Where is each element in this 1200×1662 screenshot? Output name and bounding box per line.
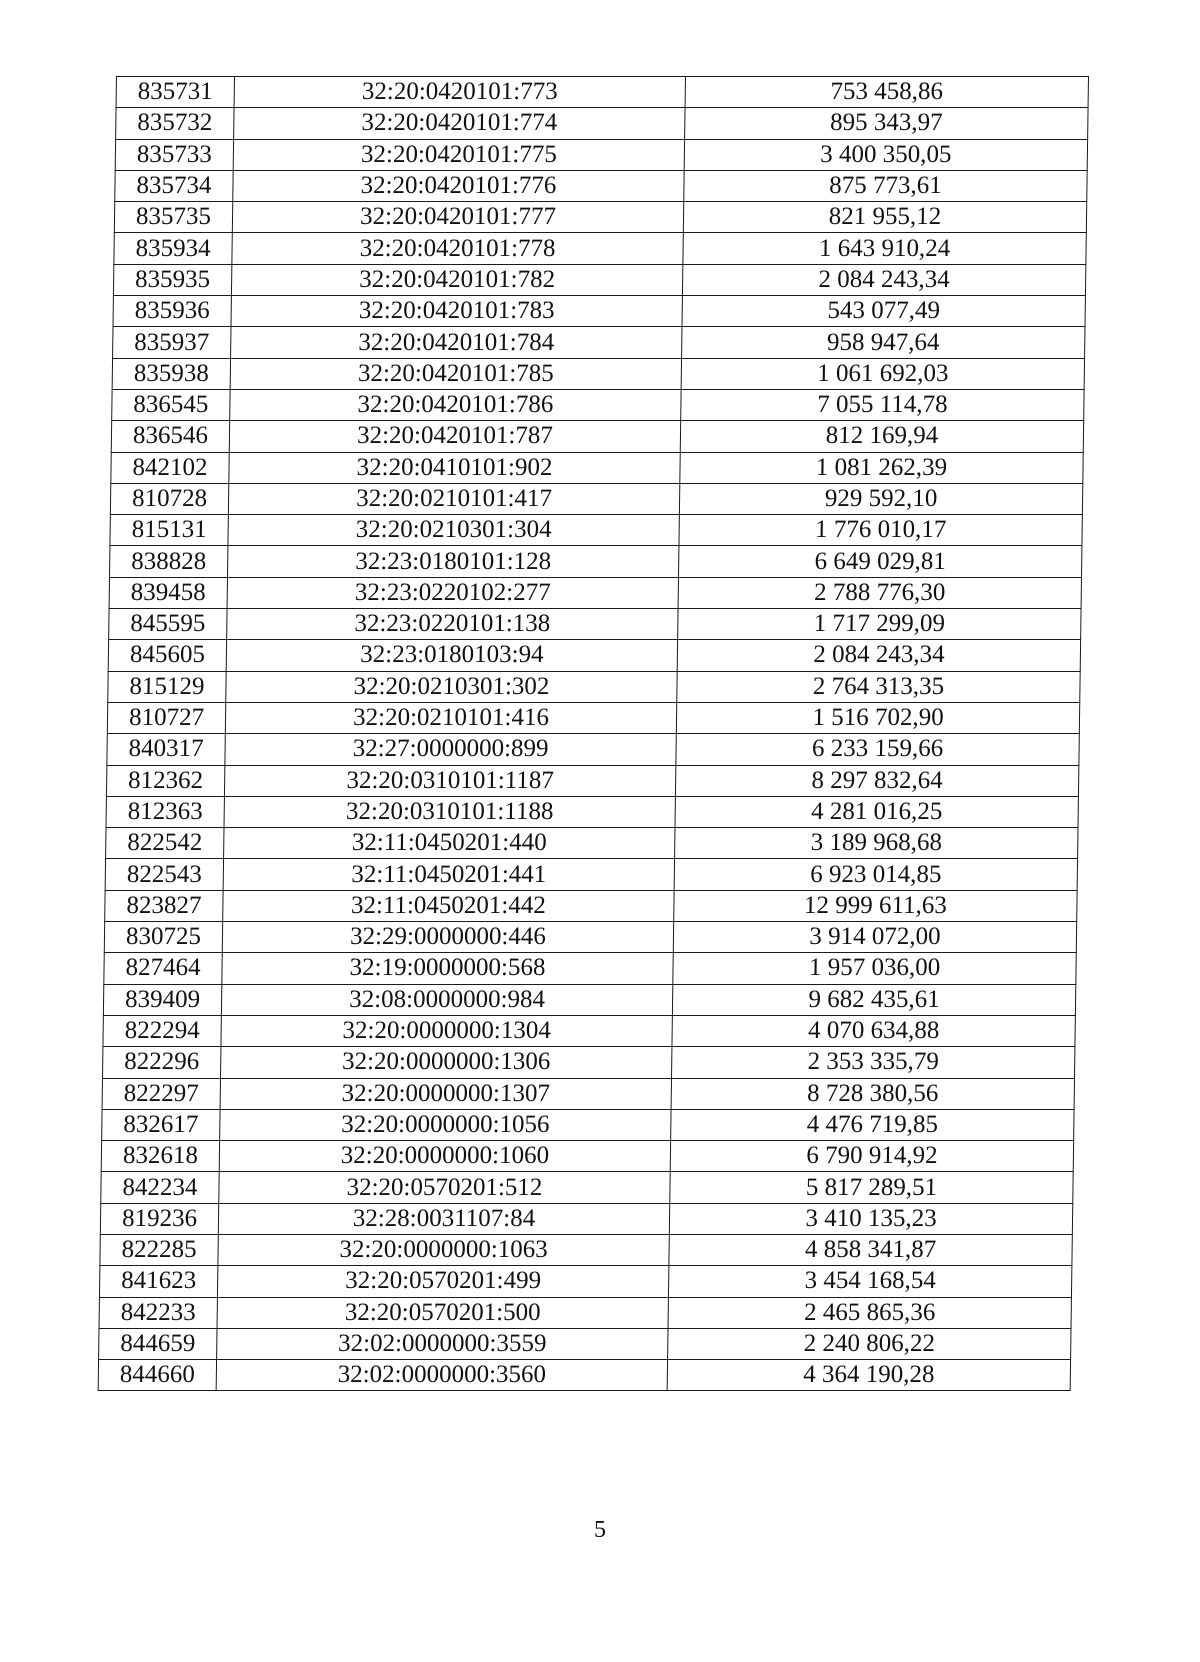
table-row (103, 984, 1075, 1015)
table-row (114, 202, 1086, 233)
table-row (102, 1078, 1074, 1109)
table-row (100, 1234, 1072, 1265)
cadastral-value-cell: 12 999 611,63 (674, 890, 1077, 921)
cadastral-number-cell: 32:20:0420101:785 (230, 358, 681, 389)
registry-number-cell: 835936 (113, 296, 231, 327)
table-row (116, 108, 1088, 139)
cadastral-number-cell: 32:20:0420101:786 (230, 389, 681, 420)
cadastral-value-cell: 3 410 135,23 (669, 1203, 1072, 1234)
table-row (98, 1360, 1070, 1391)
table-row (115, 139, 1087, 170)
cadastral-value-cell: 3 189 968,68 (675, 828, 1078, 859)
cadastral-value-cell: 1 643 910,24 (683, 233, 1086, 264)
cadastral-number-cell: 32:23:0180103:94 (226, 640, 677, 671)
table-row (115, 170, 1087, 201)
cadastral-value-cell: 1 957 036,00 (673, 953, 1076, 984)
table-row (104, 922, 1076, 953)
cadastral-value-cell: 3 400 350,05 (684, 139, 1087, 170)
cadastral-number-cell: 32:20:0420101:784 (231, 327, 682, 358)
registry-number-cell: 835733 (115, 139, 233, 170)
cadastral-number-cell: 32:23:0220102:277 (227, 577, 678, 608)
table-row (116, 77, 1088, 108)
cadastral-value-cell: 4 281 016,25 (675, 796, 1078, 827)
table-row (100, 1203, 1072, 1234)
registry-number-cell: 845605 (108, 640, 226, 671)
table-row (111, 421, 1083, 452)
registry-number-cell: 835731 (116, 77, 234, 108)
cadastral-value-cell: 7 055 114,78 (681, 389, 1084, 420)
registry-number-cell: 836545 (112, 389, 230, 420)
cadastral-number-cell: 32:20:0210301:304 (228, 515, 679, 546)
cadastral-number-cell: 32:27:0000000:899 (225, 734, 676, 765)
cadastral-number-cell: 32:20:0000000:1063 (218, 1234, 669, 1265)
table-row (107, 734, 1079, 765)
registry-number-cell: 827464 (104, 953, 222, 984)
table-row (101, 1141, 1073, 1172)
cadastral-value-cell: 6 233 159,66 (676, 734, 1079, 765)
cadastral-number-cell: 32:20:0570201:512 (219, 1172, 670, 1203)
registry-number-cell: 832617 (102, 1109, 220, 1140)
table-row (105, 890, 1077, 921)
data-table (98, 76, 1089, 1391)
cadastral-value-cell: 6 649 029,81 (679, 546, 1082, 577)
table-row (113, 264, 1085, 295)
cadastral-value-cell: 3 454 168,54 (668, 1266, 1071, 1297)
cadastral-value-cell: 1 776 010,17 (679, 515, 1082, 546)
cadastral-number-cell: 32:20:0210301:302 (226, 671, 677, 702)
table-row (109, 577, 1081, 608)
cadastral-value-cell: 6 790 914,92 (670, 1141, 1073, 1172)
cadastral-value-cell: 6 923 014,85 (674, 859, 1077, 890)
table-row (112, 358, 1084, 389)
table-row (114, 233, 1086, 264)
table-row (103, 1047, 1075, 1078)
registry-number-cell: 844659 (99, 1328, 217, 1359)
cadastral-value-cell: 4 070 634,88 (672, 1015, 1075, 1046)
cadastral-value-cell: 543 077,49 (682, 296, 1085, 327)
cadastral-number-cell: 32:29:0000000:446 (222, 922, 673, 953)
table-row (106, 765, 1078, 796)
table-row (106, 828, 1078, 859)
cadastral-value-cell: 2 353 335,79 (672, 1047, 1075, 1078)
cadastral-number-cell: 32:20:0000000:1056 (220, 1109, 671, 1140)
registry-number-cell: 810728 (110, 483, 228, 514)
registry-number-cell: 836546 (111, 421, 229, 452)
cadastral-number-cell: 32:20:0420101:778 (232, 233, 683, 264)
registry-number-cell: 810727 (107, 702, 225, 733)
cadastral-value-cell: 2 084 243,34 (677, 640, 1080, 671)
cadastral-value-cell: 2 465 865,36 (668, 1297, 1071, 1328)
registry-number-cell: 839409 (103, 984, 221, 1015)
cadastral-value-cell: 2 084 243,34 (682, 264, 1085, 295)
cadastral-number-cell: 32:11:0450201:440 (224, 828, 675, 859)
registry-number-cell: 823827 (105, 890, 223, 921)
table-row (110, 515, 1082, 546)
cadastral-value-cell: 9 682 435,61 (672, 984, 1075, 1015)
table-row (110, 483, 1082, 514)
cadastral-value-cell: 8 297 832,64 (675, 765, 1078, 796)
cadastral-number-cell: 32:20:0000000:1307 (220, 1078, 671, 1109)
registry-number-cell: 822296 (103, 1047, 221, 1078)
registry-number-cell: 835735 (114, 202, 232, 233)
registry-number-cell: 835934 (114, 233, 232, 264)
table-row (113, 296, 1085, 327)
cadastral-value-cell: 1 516 702,90 (676, 702, 1079, 733)
cadastral-number-cell: 32:19:0000000:568 (222, 953, 673, 984)
cadastral-value-cell: 1 061 692,03 (681, 358, 1084, 389)
cadastral-number-cell: 32:20:0000000:1060 (219, 1141, 670, 1172)
table-row (112, 389, 1084, 420)
cadastral-number-cell: 32:11:0450201:442 (223, 890, 674, 921)
cadastral-number-cell: 32:02:0000000:3559 (217, 1328, 668, 1359)
cadastral-value-cell: 3 914 072,00 (673, 922, 1076, 953)
cadastral-number-cell: 32:02:0000000:3560 (216, 1360, 667, 1391)
cadastral-number-cell: 32:20:0000000:1306 (221, 1047, 672, 1078)
table-row (110, 546, 1082, 577)
cadastral-number-cell: 32:20:0420101:776 (233, 170, 684, 201)
registry-number-cell: 822542 (106, 828, 224, 859)
table-row (108, 671, 1080, 702)
registry-number-cell: 839458 (109, 577, 227, 608)
registry-number-cell: 822294 (103, 1015, 221, 1046)
cadastral-number-cell: 32:20:0420101:773 (234, 77, 685, 108)
cadastral-value-cell: 2 764 313,35 (677, 671, 1080, 702)
registry-number-cell: 842234 (101, 1172, 219, 1203)
table-row (99, 1297, 1071, 1328)
registry-number-cell: 844660 (98, 1360, 216, 1391)
cadastral-value-cell: 2 240 806,22 (668, 1328, 1071, 1359)
cadastral-number-cell: 32:20:0410101:902 (229, 452, 680, 483)
registry-number-cell: 842102 (111, 452, 229, 483)
cadastral-value-cell: 753 458,86 (685, 77, 1088, 108)
table-row (99, 1266, 1071, 1297)
registry-number-cell: 822297 (102, 1078, 220, 1109)
table-row (105, 859, 1077, 890)
cadastral-value-cell: 875 773,61 (684, 170, 1087, 201)
cadastral-value-cell: 4 858 341,87 (669, 1234, 1072, 1265)
table-row (103, 1015, 1075, 1046)
registry-number-cell: 832618 (101, 1141, 219, 1172)
registry-number-cell: 812363 (106, 796, 224, 827)
registry-number-cell: 835937 (113, 327, 231, 358)
cadastral-number-cell: 32:20:0420101:787 (229, 421, 680, 452)
table-row (102, 1109, 1074, 1140)
cadastral-number-cell: 32:20:0210101:416 (225, 702, 676, 733)
table-row (99, 1328, 1071, 1359)
cadastral-value-cell: 821 955,12 (683, 202, 1086, 233)
registry-number-cell: 835734 (115, 170, 233, 201)
cadastral-value-cell: 958 947,64 (682, 327, 1085, 358)
cadastral-value-cell: 1 081 262,39 (680, 452, 1083, 483)
registry-number-cell: 822543 (105, 859, 223, 890)
table-row (109, 609, 1081, 640)
cadastral-number-cell: 32:20:0420101:783 (231, 296, 682, 327)
registry-number-cell: 819236 (100, 1203, 218, 1234)
cadastral-number-cell: 32:20:0210101:417 (228, 483, 679, 514)
cadastral-number-cell: 32:20:0420101:777 (232, 202, 683, 233)
table-row (106, 796, 1078, 827)
cadastral-number-cell: 32:20:0420101:775 (233, 139, 684, 170)
cadastral-value-cell: 8 728 380,56 (671, 1078, 1074, 1109)
cadastral-number-cell: 32:08:0000000:984 (221, 984, 672, 1015)
cadastral-value-cell: 2 788 776,30 (678, 577, 1081, 608)
cadastral-number-cell: 32:20:0000000:1304 (221, 1015, 672, 1046)
table-row (111, 452, 1083, 483)
cadastral-value-cell: 4 476 719,85 (671, 1109, 1074, 1140)
cadastral-number-cell: 32:20:0310101:1188 (224, 796, 675, 827)
registry-number-cell: 822285 (100, 1234, 218, 1265)
registry-number-cell: 815131 (110, 515, 228, 546)
registry-number-cell: 842233 (99, 1297, 217, 1328)
registry-number-cell: 812362 (106, 765, 224, 796)
cadastral-value-cell: 929 592,10 (679, 483, 1082, 514)
cadastral-number-cell: 32:28:0031107:84 (218, 1203, 669, 1234)
cadastral-value-cell: 895 343,97 (685, 108, 1088, 139)
cadastral-number-cell: 32:20:0570201:500 (217, 1297, 668, 1328)
registry-number-cell: 840317 (107, 734, 225, 765)
table-row (113, 327, 1085, 358)
table-row (107, 702, 1079, 733)
table-body (98, 77, 1088, 1391)
registry-number-cell: 838828 (110, 546, 228, 577)
cadastral-value-cell: 4 364 190,28 (667, 1360, 1070, 1391)
cadastral-value-cell: 1 717 299,09 (678, 609, 1081, 640)
cadastral-number-cell: 32:23:0220101:138 (227, 609, 678, 640)
registry-number-cell: 835732 (116, 108, 234, 139)
cadastral-value-cell: 812 169,94 (680, 421, 1083, 452)
registry-number-cell: 841623 (99, 1266, 217, 1297)
table-row (108, 640, 1080, 671)
cadastral-number-cell: 32:20:0310101:1187 (224, 765, 675, 796)
table-row (104, 953, 1076, 984)
cadastral-number-cell: 32:23:0180101:128 (228, 546, 679, 577)
registry-number-cell: 830725 (104, 922, 222, 953)
registry-number-cell: 845595 (109, 609, 227, 640)
cadastral-number-cell: 32:20:0570201:499 (217, 1266, 668, 1297)
cadastral-value-cell: 5 817 289,51 (670, 1172, 1073, 1203)
page-number: 5 (594, 1517, 606, 1543)
cadastral-number-cell: 32:20:0420101:782 (231, 264, 682, 295)
registry-number-cell: 835935 (113, 264, 231, 295)
registry-number-cell: 835938 (112, 358, 230, 389)
cadastral-number-cell: 32:20:0420101:774 (234, 108, 685, 139)
cadastral-number-cell: 32:11:0450201:441 (223, 859, 674, 890)
registry-number-cell: 815129 (108, 671, 226, 702)
table-row (101, 1172, 1073, 1203)
